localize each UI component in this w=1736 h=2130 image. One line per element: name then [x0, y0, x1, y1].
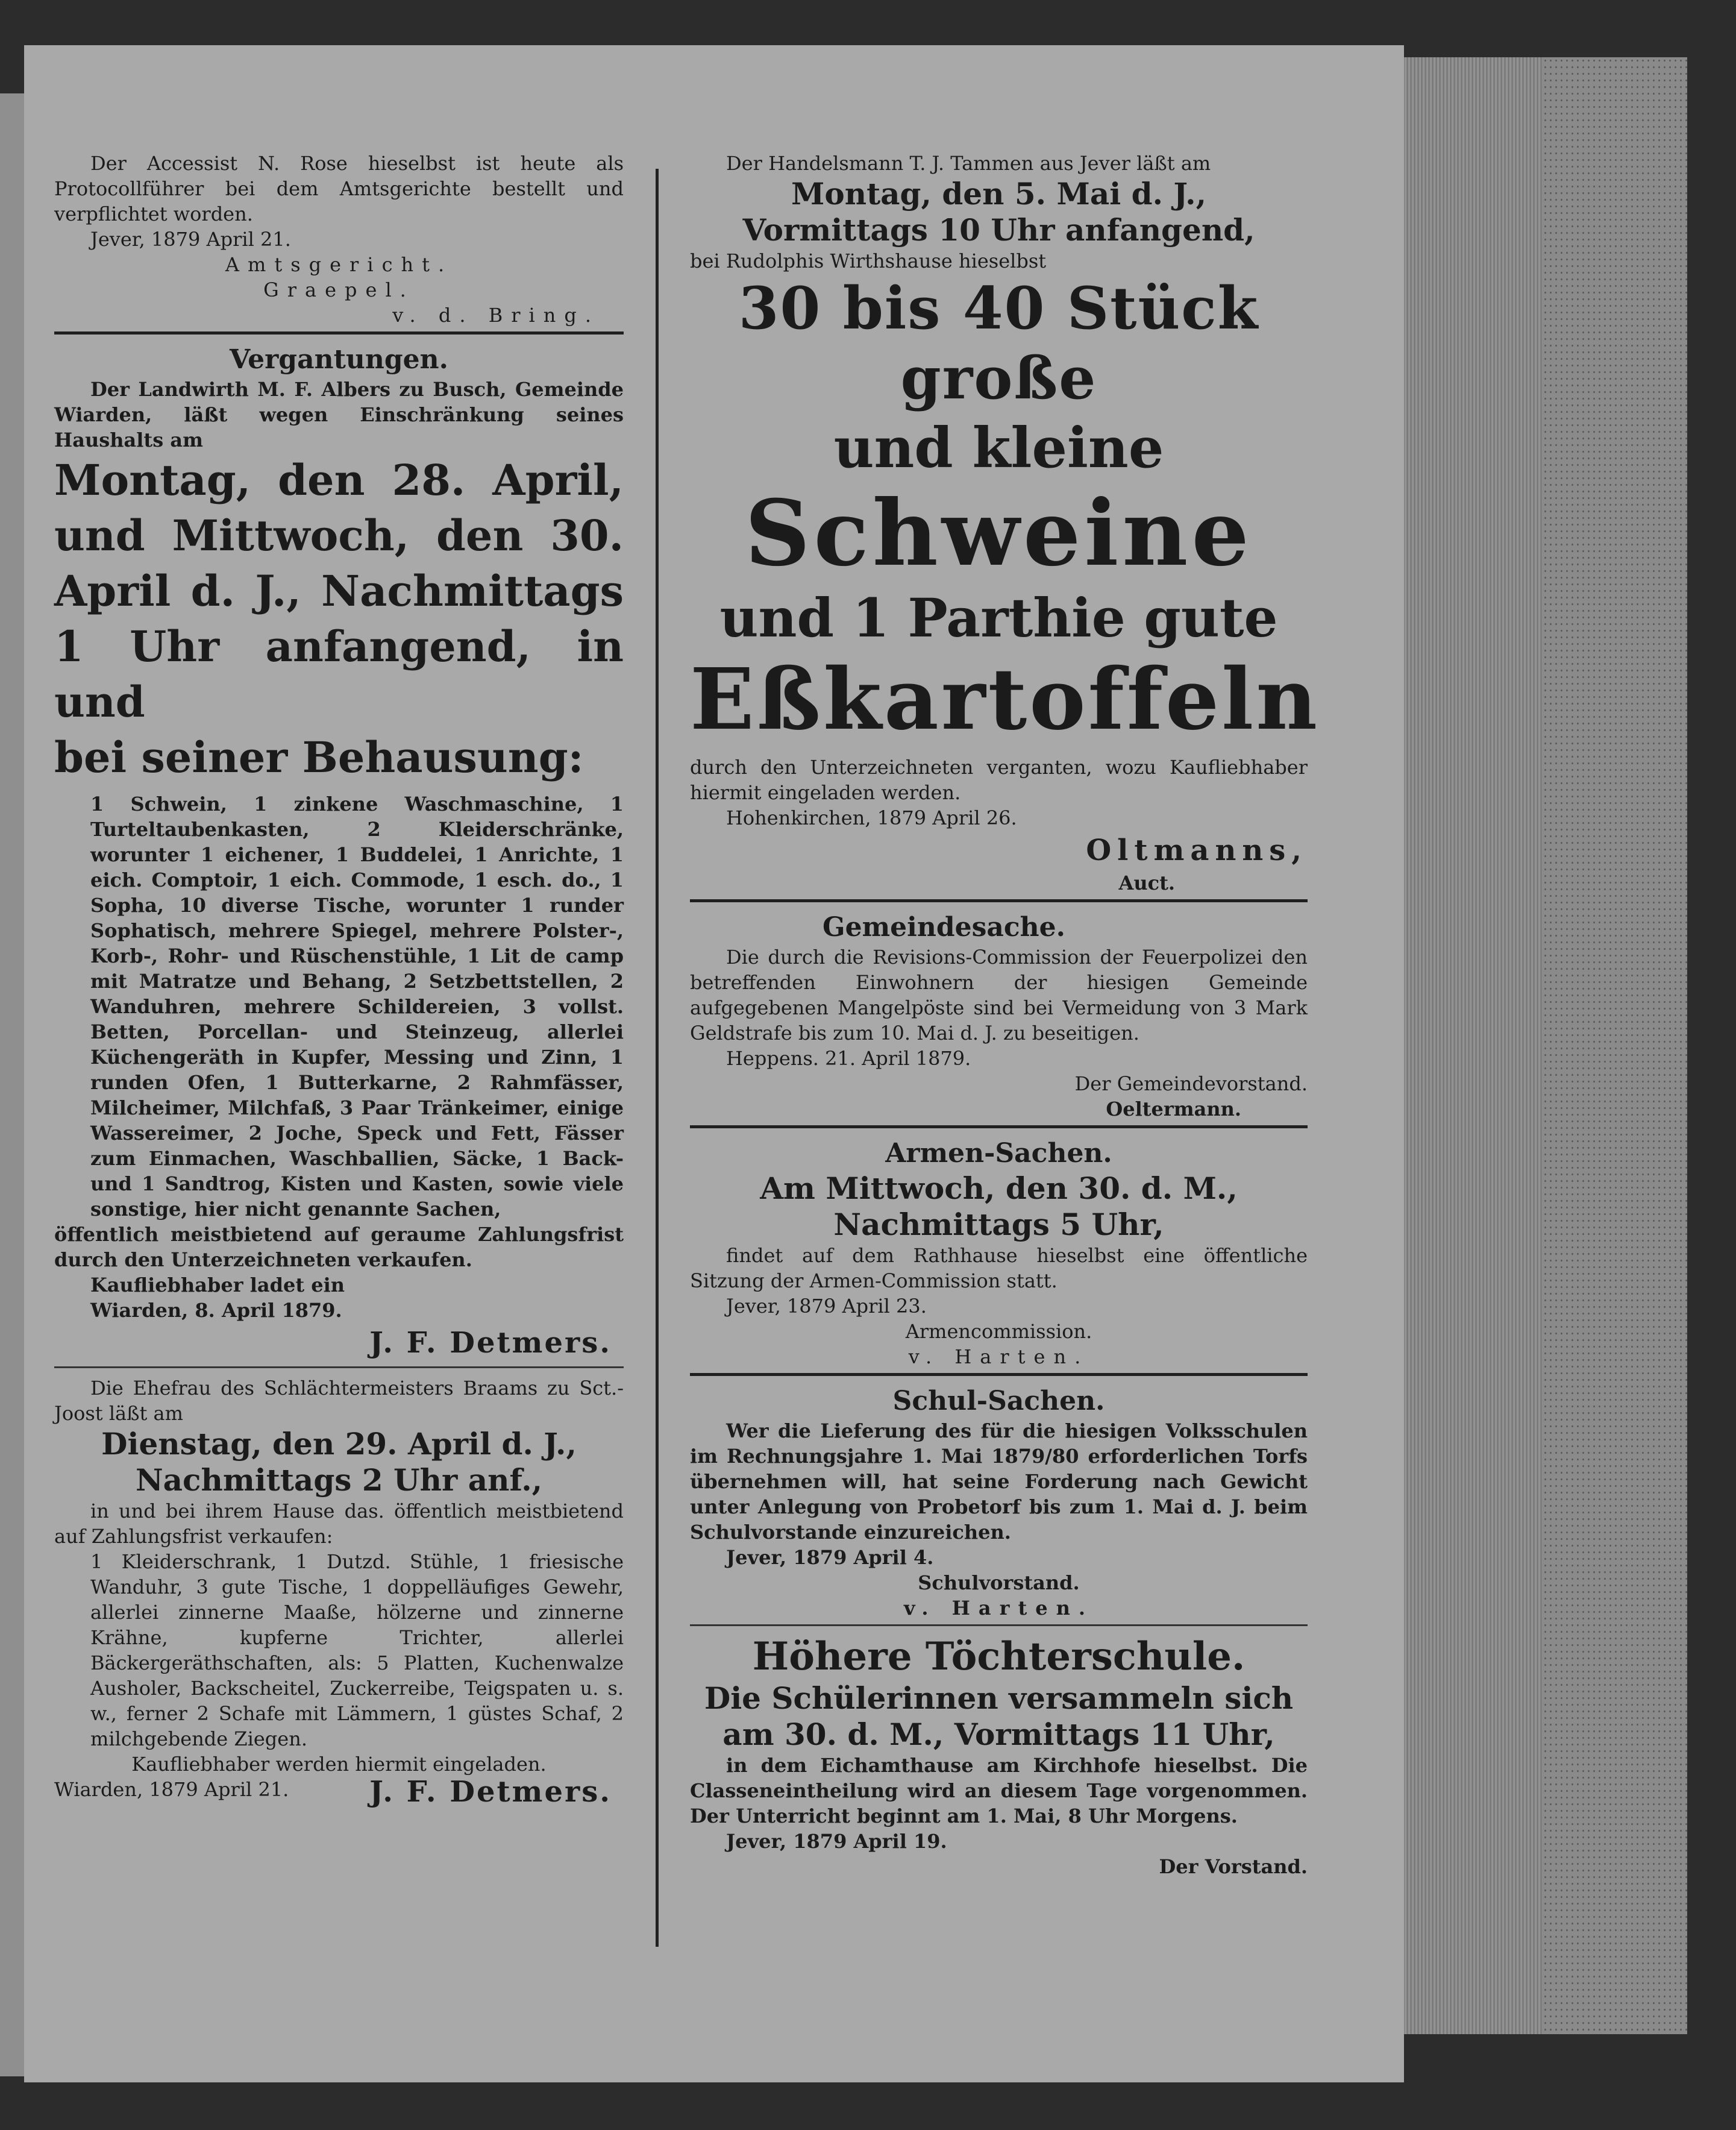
gemeinde-text: Die durch die Revisions-Commission der Feuerpolizei den betreffenden Einwohnern der hiesigen Gemeinde aufgegebenen Mangelpöste sind bei Vermeidung von 3 Mark Geldstrafe bis zum 10. Mai d. J. zu beseitigen.: [690, 946, 1308, 1045]
toechter-signature: Der Vorstand.: [1159, 1855, 1308, 1878]
notice-protocollfuehrer: [54, 151, 624, 328]
armen-place-date: Jever, 1879 April 23.: [726, 1295, 927, 1318]
section-rule: [54, 331, 624, 335]
tammen-date-line-1: Montag, den 5. Mai d. J.,: [791, 176, 1206, 212]
braams-date-line-2: Nachmittags 2 Uhr anf.,: [135, 1462, 543, 1498]
braams-intro: Die Ehefrau des Schlächtermeisters Braams zu Sct.-Joost läßt am: [54, 1377, 624, 1425]
right-column: [690, 151, 1320, 1879]
tammen-headline-4: und 1 Parthie gute: [719, 586, 1278, 649]
section-rule: [690, 1373, 1308, 1376]
armen-date-line-1: Am Mittwoch, den 30. d. M.,: [760, 1170, 1238, 1206]
albers-date-line-1: Montag, den 28. April,: [54, 455, 624, 505]
schul-text: Wer die Lieferung des für die hiesigen Volksschulen im Rechnungsjahre 1. Mai 1879/80 erforderlichen Torfs übernehmen will, hat seine Forderung nach Gewicht unter Anlegung von Probetorf bis zum 1. Mai d. J. beim Schulvorstande einzureichen.: [690, 1419, 1308, 1544]
braams-notice: [54, 1375, 624, 1812]
armen-office: Armencommission.: [905, 1320, 1092, 1343]
tammen-headline-5: Eßkartoffeln: [690, 650, 1320, 749]
tammen-notice: [690, 151, 1320, 896]
tammen-headline-3: Schweine: [745, 480, 1253, 586]
armen-date-line-2: Nachmittags 5 Uhr,: [833, 1207, 1164, 1242]
tammen-title: Auct.: [1118, 872, 1175, 894]
schul-signature: v. Harten.: [903, 1597, 1094, 1619]
gemeinde-place-date: Heppens. 21. April 1879.: [726, 1047, 971, 1070]
armen-signature: v. Harten.: [908, 1345, 1089, 1368]
tammen-intro: Der Handelsmann T. J. Tammen aus Jever läßt am: [726, 152, 1211, 175]
gemeindesache-section: [690, 911, 1308, 1122]
gemeinde-office: Der Gemeindevorstand.: [1074, 1072, 1308, 1095]
section-heading-vergantungen: Vergantungen.: [230, 344, 448, 375]
tammen-headline-1: 30 bis 40 Stück große: [738, 274, 1259, 412]
section-heading-gemeindesache: Gemeindesache.: [823, 912, 1065, 943]
section-rule: [690, 1624, 1308, 1626]
schul-place-date: Jever, 1879 April 4.: [726, 1546, 934, 1569]
section-heading-schul: Schul-Sachen.: [892, 1386, 1105, 1416]
albers-outro: öffentlich meistbietend auf geraume Zahlungsfrist durch den Unterzeichneten verkaufen.: [54, 1223, 624, 1271]
section-heading-toechterschule: Höhere Töchterschule.: [752, 1634, 1246, 1679]
vergantungen-section: [54, 343, 624, 1363]
armen-section: [690, 1137, 1308, 1369]
schul-office: Schulvorstand.: [918, 1571, 1080, 1594]
albers-date-line-3: April d. J., Nachmittags: [54, 566, 624, 616]
braams-place-date: Wiarden, 1879 April 21.: [54, 1778, 289, 1801]
toechter-line-2: am 30. d. M., Vormittags 11 Uhr,: [722, 1717, 1275, 1752]
braams-items: 1 Kleiderschrank, 1 Dutzd. Stühle, 1 friesische Wanduhr, 3 gute Tische, 1 doppelläufiges Gewehr, allerlei zinnerne Maaße, hölzerne und zinnerne Krähne, kupferne Trichter, allerlei Bäckergeräthschaften, als: 5 Platten, Kuchenwalze Ausholer, Backscheitel, Zuckerreibe, Teigspaten u. s. w., ferner 2 Schafe mit Lämmern, 1 güstes Schaf, 2 milchgebende Ziegen.: [90, 1550, 624, 1750]
albers-place-date: Wiarden, 8. April 1879.: [90, 1299, 342, 1322]
section-rule: [54, 1366, 624, 1368]
notice-text: Der Accessist N. Rose hieselbst ist heute als Protocollführer bei dem Amtsgerichte bestellt und verpflichtet worden.: [54, 152, 624, 225]
left-column: [54, 151, 624, 1812]
albers-date-line-4: 1 Uhr anfangend, in und: [54, 621, 624, 727]
column-divider: [656, 169, 659, 1947]
toechter-line-1: Die Schülerinnen versammeln sich: [704, 1680, 1294, 1716]
notice-name-bring: v. d. Bring.: [392, 304, 600, 327]
albers-date-line-2: und Mittwoch, den 30.: [54, 511, 624, 561]
book-cover-edge: [1543, 57, 1687, 2034]
toechter-place-date: Jever, 1879 April 19.: [726, 1830, 947, 1853]
albers-items: 1 Schwein, 1 zinkene Waschmaschine, 1 Turteltaubenkasten, 2 Kleiderschränke, worunter 1 eichener, 1 Buddelei, 1 Anrichte, 1 eich. Comptoir, 1 eich. Commode, 1 esch. do., 1 Sopha, 10 diverse Tische, worunter 1 runder Sophatisch, mehrere Spiegel, mehrere Polster-, Korb-, Rohr- und Rüschenstühle, 1 Lit de camp mit Matratze und Behang, 2 Setzbettstellen, 2 Wanduhren, mehrere Schildereien, 3 vollst. Betten, Porcellan- und Steinzeug, allerlei Küchengeräth in Kupfer, Messing und Zinn, 1 runden Ofen, 1 Butterkarne, 2 Rahmfässer, Milcheimer, Milchfaß, 3 Paar Tränkeimer, einige Wassereimer, 2 Joche, Speck und Fett, Fässer zum Einmachen, Waschballien, Säcke, 1 Back- und 1 Sandtrog, Kisten und Kasten, sowie viele sonstige, hier nicht genannte Sachen,: [90, 793, 624, 1221]
section-rule: [690, 1125, 1308, 1128]
tammen-date-line-2: Vormittags 10 Uhr anfangend,: [742, 212, 1255, 248]
toechter-text: in dem Eichamthause am Kirchhofe hieselbst. Die Classeneintheilung wird an diesem Tage vorgenommen. Der Unterricht beginnt am 1. Mai, 8 Uhr Morgens.: [690, 1754, 1308, 1827]
schul-section: [690, 1384, 1308, 1621]
albers-invite: Kaufliebhaber ladet ein: [90, 1274, 345, 1296]
notice-name-graepel: Graepel.: [263, 278, 415, 301]
albers-date-line-5: bei seiner Behausung:: [54, 732, 584, 782]
gemeinde-signature: Oeltermann.: [1106, 1098, 1241, 1120]
armen-text: findet auf dem Rathhause hieselbst eine öffentliche Sitzung der Armen-Commission statt.: [690, 1244, 1308, 1292]
section-rule: [690, 899, 1308, 902]
left-page-edge: [0, 93, 24, 2076]
braams-signature: J. F. Detmers.: [369, 1775, 612, 1809]
tammen-headline-2: und kleine: [833, 415, 1164, 480]
toechterschule-section: [690, 1633, 1308, 1879]
albers-signature: J. F. Detmers.: [369, 1326, 612, 1360]
tammen-place-date: Hohenkirchen, 1879 April 26.: [726, 806, 1017, 829]
section-heading-armen: Armen-Sachen.: [885, 1138, 1112, 1169]
albers-intro: Der Landwirth M. F. Albers zu Busch, Gemeinde Wiarden, läßt wegen Einschränkung seines Haushalts am: [54, 378, 624, 451]
braams-text: in und bei ihrem Hause das. öffentlich meistbietend auf Zahlungsfrist verkaufen:: [54, 1500, 624, 1548]
tammen-location: bei Rudolphis Wirthshause hieselbst: [690, 250, 1047, 272]
tammen-signature: Oltmanns,: [1086, 834, 1308, 867]
tammen-outro: durch den Unterzeichneten verganten, wozu Kaufliebhaber hiermit eingeladen werden.: [690, 756, 1308, 804]
braams-invite: Kaufliebhaber werden hiermit eingeladen.: [131, 1753, 547, 1776]
notice-court: Amtsgericht.: [225, 253, 453, 276]
braams-date-line-1: Dienstag, den 29. April d. J.,: [101, 1426, 577, 1462]
notice-place-date: Jever, 1879 April 21.: [90, 228, 291, 251]
